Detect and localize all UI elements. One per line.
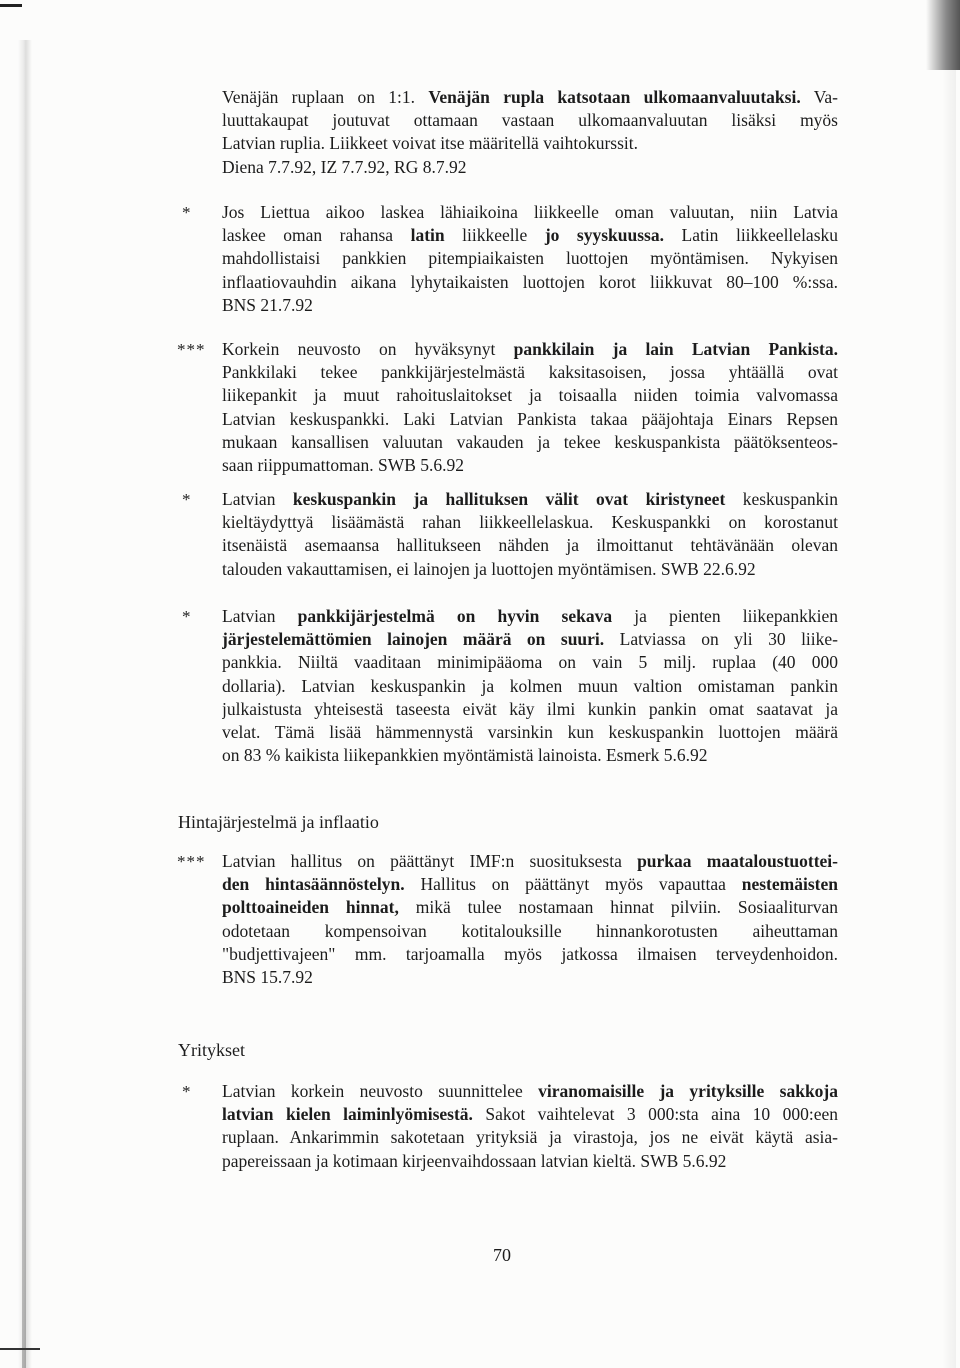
text-line [222,628,838,651]
text-segment: pankkia. Niiltä vaaditaan minimipääoma on vain 5 milj. ruplaa (40 000 [222,652,838,673]
text-line [222,605,838,628]
entry-text [222,850,838,989]
text-segment: talouden vakauttamisen, ei lainojen ja luottojen myöntämisen. SWB 22.6.92 [222,558,756,579]
scan-mark-top-left [0,4,22,7]
asterisk-marker: * [182,1082,192,1101]
text-segment: Korkein neuvosto on hyväksynyt [222,339,514,359]
text-segment: saan riippumattoman. SWB 5.6.92 [222,454,465,475]
text-segment: Sakot vaihtelevat 3 000:sta aina 10 000:een [472,1104,838,1125]
bold-text-segment: polttoaineiden hinnat, [222,897,399,918]
text-line [222,294,838,317]
text-line [222,1080,838,1103]
asterisk-marker: * [182,203,192,222]
bold-text-segment: den hintasäännöstelyn. [222,874,405,895]
text-segment: Latvian [222,489,293,509]
entry-text [222,1080,838,1173]
asterisk-marker: * [182,490,192,509]
text-line [222,361,838,384]
text-segment: dollaria). Latvian keskuspankin ja kolmen muun valtion omistaman pankin [222,675,838,696]
text-segment: ja pienten liikepankkien [612,606,838,626]
text-line [222,86,838,109]
text-line [222,247,838,270]
scan-edge-shadow-right [942,70,956,1368]
text-line [222,271,838,294]
section-heading: Hintajärjestelmä ja inflaatio [178,812,379,832]
bold-text-segment: pankkijärjestelmä on hyvin sekava [297,606,613,626]
bold-text-segment: viranomaisille ja yrityksille sakkoja [538,1081,838,1101]
text-line [222,109,838,132]
section-heading: Yritykset [178,1040,245,1060]
text-line [222,454,838,477]
text-line [222,651,838,674]
text-segment: BNS 15.7.92 [222,966,313,987]
text-segment: mukaan kansallisen valuutan vakauden ja tekee keskuspankista päätöksenteos- [222,431,838,452]
text-segment: on 83 % kaikista liikepankkien myöntämistä lainoista. Esmerk 5.6.92 [222,745,708,766]
text-line [222,384,838,407]
text-line [222,1103,838,1126]
text-segment: mahdollistaisi pankkien pitempiaikaisten luottojen myöntämisen. Nykyisen [222,248,838,269]
text-segment: Latvian keskuspankki. Laki Latvian Pankista takaa pääjohtaja Einars Repsen [222,408,838,429]
text-segment: Jos Liettua aikoo laskea lähiaikoina liikkeelle oman valuutan, niin Latvia [222,202,838,222]
text-line [222,558,838,581]
text-line [222,896,838,919]
bold-text-segment: nestemäisten [741,874,838,895]
text-line [222,920,838,943]
text-line [222,156,838,179]
text-line [222,511,838,534]
text-line [222,966,838,989]
text-segment: luuttakaupat joutuvat ottamaan vastaan ulkomaanvaluutan lisäksi myös [222,110,838,131]
text-line [222,431,838,454]
bold-text-segment: keskuspankin ja hallituksen välit ovat kiristyneet [292,489,726,509]
text-line [222,1126,838,1149]
bold-text-segment: latvian kielen laiminlyömisestä. [222,1104,473,1125]
text-segment: kieltäydyttyä lisäämästä rahan liikkeellelaskua. Keskuspankki on korostanut [222,512,838,533]
text-segment: liikkeelle [444,225,545,246]
text-segment: Diena 7.7.92, IZ 7.7.92, RG 8.7.92 [222,156,467,177]
text-segment: julkaistusta yhteisestä taseesta eivät käy ilmi kunkin pankin omat saatavat ja [222,698,838,719]
triple-asterisk-marker: *** [177,340,206,359]
triple-asterisk-marker: *** [177,852,206,871]
text-line [222,744,838,767]
text-line [222,338,838,361]
text-line [222,224,838,247]
text-line [222,488,838,511]
text-segment: papereissaan ja kotimaan kirjeenvaihdossaan latvian kieltä. SWB 5.6.92 [222,1150,727,1171]
bold-text-segment: jo syyskuussa. [544,225,664,246]
text-segment: BNS 21.7.92 [222,294,313,315]
text-segment: Hallitus on päättänyt myös vapauttaa [404,874,742,895]
text-segment: velat. Tämä lisää hämmennystä varsinkin kun keskuspankin luottojen määrä [222,721,838,742]
entry-text [222,201,838,317]
text-line [222,675,838,698]
text-segment: liikepankit ja muut rahoituslaitokset ja toisaalla niiden toimia valvomassa [222,385,838,406]
text-line [222,534,838,557]
entry-text [222,605,838,767]
text-line [222,132,838,155]
bold-text-segment: latin [410,225,445,246]
text-segment: keskuspankin [725,489,838,509]
asterisk-marker: * [182,607,192,626]
entry-text [222,338,838,477]
text-segment: inflaatiovauhdin aikana lyhytaikaisten luottojen korot liikkuvat 80–100 %:ssa. [222,271,838,292]
bold-text-segment: järjestelemättömien lainojen määrä on suuri. [222,629,605,650]
text-segment: Venäjän ruplaan on 1:1. [222,87,429,107]
text-segment: itsenäistä asemaansa hallitukseen nähden ja ilmoittanut tehtävänään olevan [222,535,838,556]
text-segment: Latin liikkeellelasku [663,225,838,246]
entry-text [222,86,838,179]
text-segment: Va- [800,87,838,107]
text-line [222,408,838,431]
scan-corner-shadow [926,0,960,70]
text-line [222,721,838,744]
text-segment: Latvian hallitus on päättänyt IMF:n suosituksesta [222,851,638,871]
text-segment: mikä tulee nostamaan hinnat pilviin. Sosiaaliturvan [398,897,838,918]
text-line [222,873,838,896]
bold-text-segment: purkaa maataloustuottei- [637,851,838,871]
text-segment: ruplaan. Ankarimmin sakotetaan yrityksiä ja virastoja, jos ne eivät käytä asia- [222,1127,838,1148]
text-segment: odotetaan kompensoivan kotitalouksille hinnankorotusten aiheuttaman [222,920,838,941]
scan-edge-streak-left [22,600,26,1368]
text-segment: Latvian ruplia. Liikkeet voivat itse määritellä vaihtokurssit. [222,133,638,154]
text-segment: laskee oman rahansa [222,225,411,246]
text-line [222,201,838,224]
text-segment: Latvian [222,606,298,626]
text-segment: Pankkilaki tekee pankkijärjestelmästä kaksitasoisen, jossa yhtäällä ovat [222,362,838,383]
entry-text [222,488,838,581]
text-line [222,698,838,721]
text-segment: "budjettivajeen" mm. tarjoamalla myös jatkossa ilmaisen terveydenhoidon. [222,943,838,964]
text-segment: Latviassa on yli 30 liike- [604,629,838,650]
text-line [222,850,838,873]
bold-text-segment: Venäjän rupla katsotaan ulkomaanvaluutaksi. [428,87,801,107]
text-segment: Latvian korkein neuvosto suunnittelee [222,1081,539,1101]
text-line [222,1150,838,1173]
text-line [222,943,838,966]
scan-mark-bottom-left [0,1348,40,1350]
bold-text-segment: pankkilain ja lain Latvian Pankista. [513,339,838,359]
page-number: 70 [493,1245,511,1265]
